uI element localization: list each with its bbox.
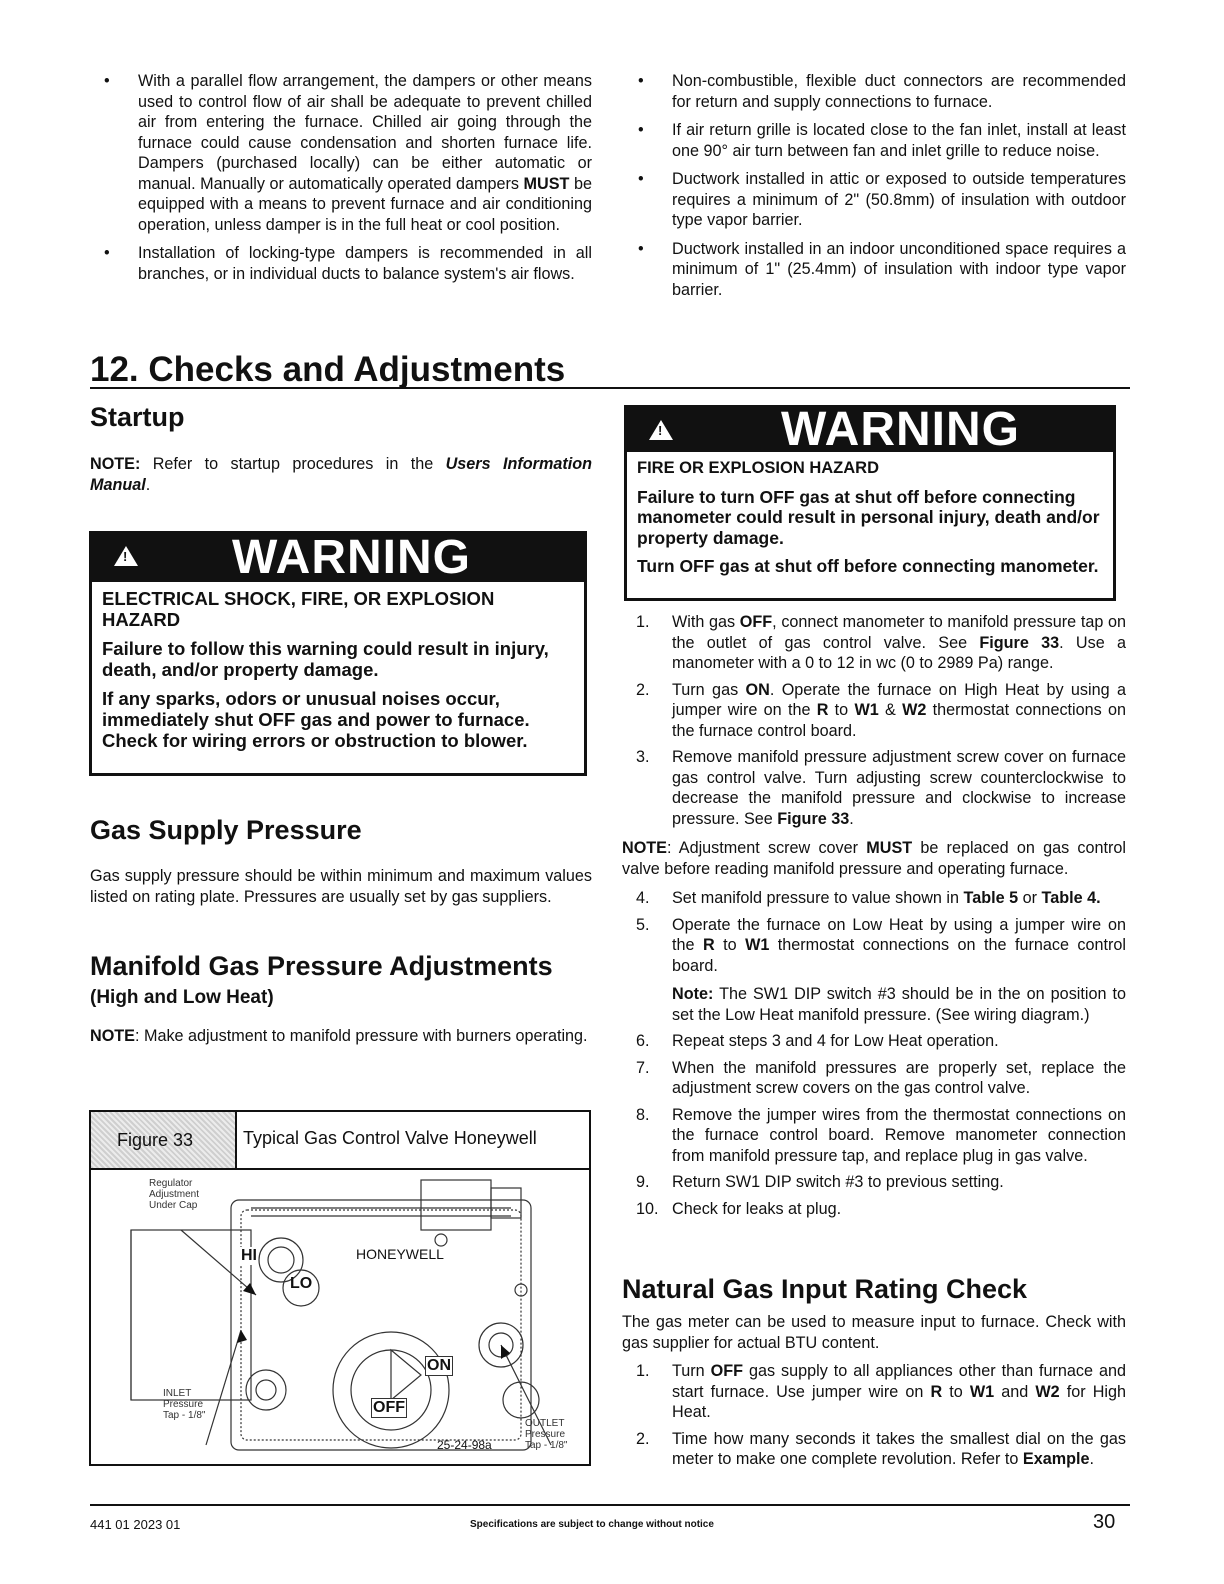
step-text: Return SW1 DIP switch #3 to previous setting.: [672, 1173, 1004, 1191]
step-item: [622, 612, 1126, 674]
step-item: [622, 1172, 1126, 1193]
step-text: Repeat steps 3 and 4 for Low Heat operation.: [672, 1032, 999, 1050]
warning-title: WARNING: [232, 531, 471, 584]
page-number: 30: [1093, 1511, 1116, 1533]
lo-label: LO: [290, 1275, 313, 1292]
natural-gas-steps: [622, 1361, 1126, 1476]
step-text: Set manifold pressure to value shown in Table 5 or Table 4.: [672, 889, 1101, 907]
step-item: [622, 747, 1126, 829]
step-text: Turn gas ON. Operate the furnace on High Heat by using a jumper wire on the R to W1 & W2 thermostat connections on the furnace control board.: [672, 680, 1127, 740]
on-label: ON: [427, 1357, 451, 1374]
step-number: 2.: [636, 680, 650, 699]
gas-supply-heading: Gas Supply Pressure: [90, 815, 362, 845]
bullet-item: • With a parallel flow arrangement, the dampers or other means used to control flow of air shall be adequate to prevent chilled air from entering the furnace. Chilled air going through the furnace could cause condensation and shorten furnace life. Dampers (purchased locally) can be either automatic or manual. Manually or automatically operated dampers MUST be equipped with a means to prevent furnace and air conditioning operation, unless damper is in the full heat or cool position.: [90, 71, 592, 235]
bullet-item: • Non-combustible, flexible duct connectors are recommended for return and supply connections to furnace.: [624, 71, 1126, 112]
step-text: Remove manifold pressure adjustment screw cover on furnace gas control valve. Turn adjusting screw counterclockwise to decrease the manifold pressure and clockwise to increase pressure. See Figure 33.: [672, 748, 1126, 828]
top-right-bullets: [624, 71, 1126, 308]
figure-33: [89, 1110, 591, 1466]
figure-label: Figure 33: [91, 1112, 237, 1170]
step-item: [622, 1429, 1126, 1470]
figure-code: 25-24-98a: [437, 1438, 492, 1452]
inlet-label: INLET Pressure Tap - 1/8": [163, 1388, 206, 1421]
off-label: OFF: [373, 1399, 405, 1416]
manifold-subheading: (High and Low Heat): [90, 987, 274, 1008]
step-number: 2.: [636, 1429, 650, 1448]
step-number: 10.: [636, 1199, 659, 1218]
warning-text: If any sparks, odors or unusual noises occur, immediately shut OFF gas and power to furnace. Check for wiring errors or obstruction to blower.: [102, 688, 530, 751]
bullet-item: • Ductwork installed in attic or exposed to outside temperatures requires a minimum of 2" (50.8mm) of insulation with outdoor type vapor barrier.: [624, 169, 1126, 231]
step-text: With gas OFF, connect manometer to manifold pressure tap on the outlet of gas control valve. See Figure 33. Use a manometer with a 0 to 12 in wc (0 to 2989 Pa) range.: [672, 613, 1126, 672]
warning-body: [92, 582, 584, 751]
step-text: Operate the furnace on Low Heat by using a jumper wire on the R to W1 thermostat connections on the furnace control board. Note: The SW1 DIP switch #3 should be in the on position to set the Low Heat manifold pressure. (See wiring diagram.): [672, 915, 1126, 1024]
step-item: [622, 680, 1126, 742]
warning-box-fire: [624, 405, 1116, 601]
startup-note: NOTE: Refer to startup procedures in the Users Information Manual.: [90, 455, 592, 494]
step-item: [622, 1105, 1126, 1167]
step-text: Remove the jumper wires from the thermostat connections on the furnace control board. Remove manometer connection from manifold pressure tap, and replace plug in gas valve.: [672, 1105, 1126, 1165]
natural-gas-text: The gas meter can be used to measure input to furnace. Check with gas supplier for actual BTU content.: [622, 1313, 1126, 1352]
manifold-mid-note: NOTE: Adjustment screw cover MUST be replaced on gas control valve before reading manifold pressure and operating furnace.: [622, 839, 1126, 878]
section-rule: [90, 387, 1130, 389]
warning-triangle-icon: !: [649, 420, 673, 440]
step-item: [622, 888, 1126, 909]
natural-gas-heading: Natural Gas Input Rating Check: [622, 1274, 1028, 1304]
top-left-bullets: [90, 71, 592, 292]
step-text: When the manifold pressures are properly set, replace the adjustment screw covers on the gas control valve.: [672, 1058, 1126, 1097]
step-number: 1.: [636, 1362, 650, 1380]
figure-title: Typical Gas Control Valve Honeywell: [243, 1128, 537, 1148]
step-number: 1.: [636, 613, 650, 631]
warning-hazard: FIRE OR EXPLOSION HAZARD: [637, 459, 880, 477]
step-number: 9.: [636, 1173, 650, 1191]
step-item: [622, 1361, 1126, 1423]
warning-hazard: ELECTRICAL SHOCK, FIRE, OR EXPLOSION HAZARD: [102, 588, 495, 630]
gas-valve-drawing: [91, 1170, 589, 1466]
section-title: 12. Checks and Adjustments: [90, 350, 566, 389]
bullet-item: • Ductwork installed in an indoor unconditioned space requires a minimum of 1" (25.4mm) of insulation with indoor type vapor barrier.: [624, 239, 1126, 301]
manifold-steps-a: [622, 612, 1126, 835]
footer-rule: [90, 1504, 1130, 1506]
step-text: Turn OFF gas supply to all appliances other than furnace and start furnace. Use jumper wire on R to W1 and W2 for High Heat.: [672, 1362, 1126, 1421]
warning-header: [92, 531, 584, 584]
warning-body: [627, 452, 1113, 577]
footer-notice: Specifications are subject to change without notice: [470, 1519, 714, 1530]
brand-label: HONEYWELL: [356, 1246, 444, 1262]
bullet-item: • Installation of locking-type dampers is recommended in all branches, or in individual ducts to balance system's air flows.: [90, 243, 592, 284]
step-number: 6.: [636, 1032, 650, 1050]
step-item: [622, 1199, 1126, 1220]
step-item: [622, 1031, 1126, 1052]
regulator-label: Regulator Adjustment Under Cap: [149, 1178, 200, 1211]
step-text: Time how many seconds it takes the smallest dial on the gas meter to make one complete revolution. Refer to Example.: [672, 1429, 1126, 1468]
step-number: 5.: [636, 915, 650, 934]
startup-heading: Startup: [90, 402, 185, 432]
warning-triangle-icon: !: [114, 546, 138, 566]
step-number: 4.: [636, 889, 650, 907]
step-number: 8.: [636, 1105, 650, 1124]
gas-supply-text: Gas supply pressure should be within minimum and maximum values listed on rating plate. Pressures are usually set by gas suppliers.: [90, 867, 592, 906]
warning-header: [627, 403, 1113, 456]
step-number: 7.: [636, 1058, 650, 1077]
outlet-label: OUTLET Pressure Tap - 1/8": [525, 1418, 568, 1451]
warning-text: Turn OFF gas at shut off before connecting manometer.: [637, 556, 1099, 576]
step-item: [622, 1058, 1126, 1099]
step-number: 3.: [636, 748, 650, 766]
warning-text: Failure to turn OFF gas at shut off before connecting manometer could result in personal injury, death and/or property damage.: [637, 486, 1100, 548]
step-item: [622, 915, 1126, 1026]
doc-number: 441 01 2023 01: [90, 1517, 181, 1532]
manifold-note: NOTE: Make adjustment to manifold pressure with burners operating.: [90, 1027, 588, 1045]
warning-box-electrical: [89, 531, 587, 776]
warning-text: Failure to follow this warning could result in injury, death, and/or property damage.: [102, 638, 549, 680]
manifold-heading: Manifold Gas Pressure Adjustments: [90, 951, 553, 981]
step-text: Check for leaks at plug.: [672, 1199, 842, 1218]
warning-title: WARNING: [781, 403, 1020, 456]
hi-label: HI: [241, 1247, 257, 1264]
bullet-item: • If air return grille is located close to the fan inlet, install at least one 90° air turn between fan and inlet grille to reduce noise.: [624, 120, 1126, 161]
manifold-steps-b: [622, 888, 1126, 1225]
